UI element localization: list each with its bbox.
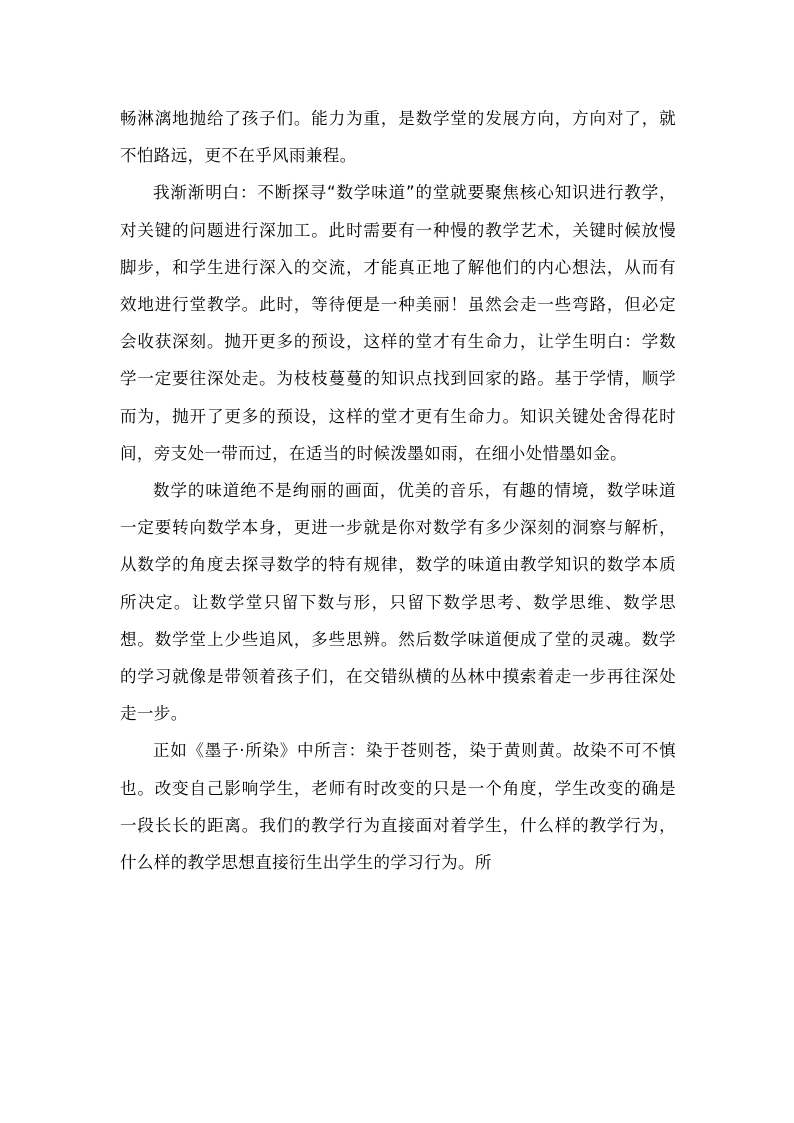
- body-text: [120, 100, 676, 881]
- paragraph-continued: 畅淋漓地抛给了孩子们。能力为重，是数学堂的发展方向，方向对了，就不怕路远，更不在乎风雨兼程。: [120, 109, 676, 166]
- paragraph: 正如《墨子·所染》中所言：染于苍则苍，染于黄则黄。故染不可不慎也。改变自己影响学生，老师有时改变的只是一个角度，学生改变的确是一段长长的距离。我们的教学行为直接面对着学生，什么样的教学行为，什么样的教学思想直接衍生出学生的学习行为。所: [120, 741, 676, 873]
- paragraph: 数学的味道绝不是绚丽的画面，优美的音乐，有趣的情境，数学味道一定要转向数学本身，更进一步就是你对数学有多少深刻的洞察与解析，从数学的角度去探寻数学的特有规律，数学的味道由教学知识的数学本质所决定。让数学堂只留下数与形，只留下数学思考、数学思维、数学思想。数学堂上少些追风，多些思辨。然后数学味道便成了堂的灵魂。数学的学习就像是带领着孩子们，在交错纵横的丛林中摸索着走一步再往深处走一步。: [120, 481, 676, 724]
- paragraph: 我渐渐明白：不断探寻“数学味道”的堂就要聚焦核心知识进行教学，对关键的问题进行深加工。此时需要有一种慢的教学艺术，关键时候放慢脚步，和学生进行深入的交流，才能真正地了解他们的内心想法，从而有效地进行堂教学。此时，等待便是一种美丽！虽然会走一些弯路，但必定会收获深刻。抛开更多的预设，这样的堂才有生命力，让学生明白：学数学一定要往深处走。为枝枝蔓蔓的知识点找到回家的路。基于学情，顺学而为，抛开了更多的预设，这样的堂才更有生命力。知识关键处舍得花时间，旁支处一带而过，在适当的时候泼墨如雨，在细小处惜墨如金。: [120, 183, 676, 463]
